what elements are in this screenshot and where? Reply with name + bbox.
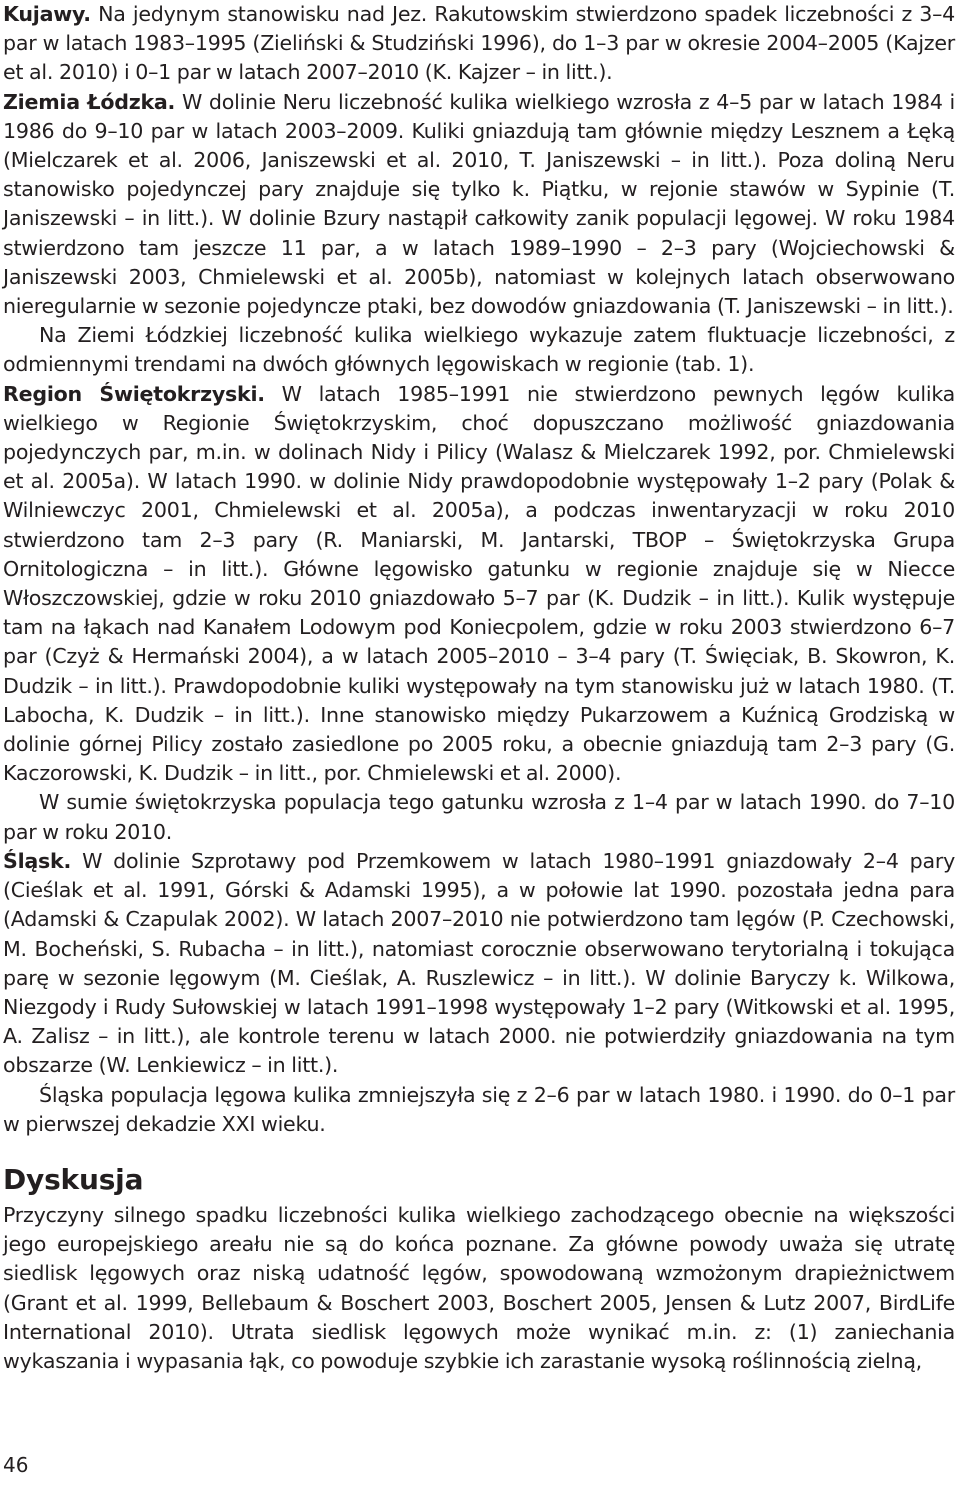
paragraph-text: W latach 1985–1991 nie stwierdzono pewnych lęgów kulika wielkiego w Regionie Świętokrzyskim, choć dopuszczano możliwość gniazdowania pojedynczych par, m.in. w dolinach Nidy i Pilicy (Walasz & Mielczarek 1992, por. Chmielewski et al. 2005a). W latach 1990. w dolinie Nidy prawdopodobnie występowały 1–2 pary (Polak & Wilniewczyc 2001, Chmielewski et al. 2005a), a podczas inwentaryzacji w roku 2010 stwierdzono tam 2–3 pary (R. Maniarski, M. Jantarski, TBOP – Świętokrzyska Grupa Ornitologiczna – in litt.). Główne lęgowisko gatunku w regionie znajduje się w Niecce Włoszczowskiej, gdzie w roku 2010 gniazdowało 5–7 par (K. Dudzik – in litt.). Kulik występuje tam na łąkach nad Kanałem Lodowym pod Koniecpolem, gdzie w roku 2003 stwierdzono 6–7 par (Czyż & Hermański 2004), a w latach 2005–2010 – 3–4 pary (T. Święciak, B. Skowron, K. Dudzik – in litt.). Prawdopodobnie kuliki występowały na tym stanowisku już w latach 1980. (T. Labocha, K. Dudzik – in litt.). Inne stanowisko między Pukarzowem a Kuźnicą Grodziską w dolinie górnej Pilicy zostało zasiedlone po 2005 roku, a obecnie gniazdują tam 2–3 pary (G. Kaczorowski, K. Dudzik – in litt., por. Chmielewski et al. 2000). [3,381,955,786]
region-heading-slask: Śląsk. [3,848,72,873]
paragraph-dyskusja [3,1201,955,1376]
paragraph-text: W sumie świętokrzyska populacja tego gatunku wzrosła z 1–4 par w latach 1990. do 7–10 par w roku 2010. [3,790,955,844]
paragraph-text: Na jedynym stanowisku nad Jez. Rakutowskim stwierdzono spadek liczebności z 3–4 par w latach 1983–1995 (Zieliński & Studziński 1996), do 1–3 par w okresie 2004–2005 (Kajzer et al. 2010) i 0–1 par w latach 2007–2010 (K. Kajzer – in litt.). [3,2,955,85]
paragraph-ziemia-lodzka [3,88,955,322]
region-heading-kujawy: Kujawy. [3,2,91,26]
region-heading-swietokrzyski: Region Świętokrzyski. [3,381,265,406]
paragraph-ziemia-lodzka-summary [3,321,955,379]
paragraph-kujawy [3,0,955,88]
region-heading-ziemia-lodzka: Ziemia Łódzka. [3,89,176,114]
paragraph-text: Na Ziemi Łódzkiej liczebność kulika wielkiego wykazuje zatem fluktuacje liczebności, z odmiennymi trendami na dwóch głównych lęgowiskach w regionie (tab. 1). [3,323,955,377]
paragraph-region-swietokrzyski [3,380,955,789]
paragraph-text: Śląska populacja lęgowa kulika zmniejszyła się z 2–6 par w latach 1980. i 1990. do 0–1 par w pierwszej dekadzie XXI wieku. [3,1082,955,1136]
paragraph-slask [3,847,955,1081]
page-number: 46 [3,1453,29,1477]
paragraph-text: W dolinie Neru liczebność kulika wielkiego wzrosła z 4–5 par w latach 1984 i 1986 do 9–10 par w latach 2003–2009. Kuliki gniazdują tam głównie między Lesznem a Łęką (Mielczarek et al. 2006, Janiszewski et al. 2010, T. Janiszewski – in litt.). Poza doliną Neru stanowisko pojedynczej pary znajduje się tylko k. Piątku, w rejonie stawów w Sypinie (T. Janiszewski – in litt.). W dolinie Bzury nastąpił całkowity zanik populacji lęgowej. W roku 1984 stwierdzono tam jeszcze 11 par, a w latach 1989–1990 – 2–3 pary (Wojciechowski & Janiszewski 2003, Chmielewski et al. 2005b), natomiast w kolejnych latach obserwowano nieregularnie w sezonie pojedyncze ptaki, bez dowodów gniazdowania (T. Janiszewski – in litt.). [3,89,956,319]
page-body [3,0,955,1376]
section-title-dyskusja: Dyskusja [3,1162,144,1196]
paragraph-text: W dolinie Szprotawy pod Przemkowem w latach 1980–1991 gniazdowały 2–4 pary (Cieślak et al. 1991, Górski & Adamski 1995), a w połowie lat 1990. pozostała jedna para (Adamski & Czapulak 2002). W latach 2007–2010 nie potwierdzono tam lęgów (P. Czechowski, M. Bocheński, S. Rubacha – in litt.), natomiast corocznie obserwowano terytorialną i tokująca parę w sezonie lęgowym (M. Cieślak, A. Ruszlewicz – in litt.). W dolinie Baryczy k. Wilkowa, Niezgody i Rudy Sułowskiej w latach 1991–1998 występowały 1–2 pary (Witkowski et al. 1995, A. Zalisz – in litt.), ale kontrole terenu w latach 2000. nie potwierdziły gniazdowania na tym obszarze (W. Lenkiewicz – in litt.). [3,848,956,1078]
paragraph-slask-summary [3,1081,955,1139]
paragraph-swietokrzyska-summary [3,788,955,846]
paragraph-text: Przyczyny silnego spadku liczebności kulika wielkiego zachodzącego obecnie na większości jego europejskiego areału nie są do końca poznane. Za główne powody uważa się utratę siedlisk lęgowych oraz niską udatność lęgów, spowodowaną wzmożonym drapieżnictwem (Grant et al. 1999, Bellebaum & Boschert 2003, Boschert 2005, Jensen & Lutz 2007, BirdLife International 2010). Utrata siedlisk lęgowych może wynikać m.in. z: (1) zaniechania wykaszania i wypasania łąk, co powoduje szybkie ich zarastanie wysoką roślinnością zielną, [3,1202,955,1373]
